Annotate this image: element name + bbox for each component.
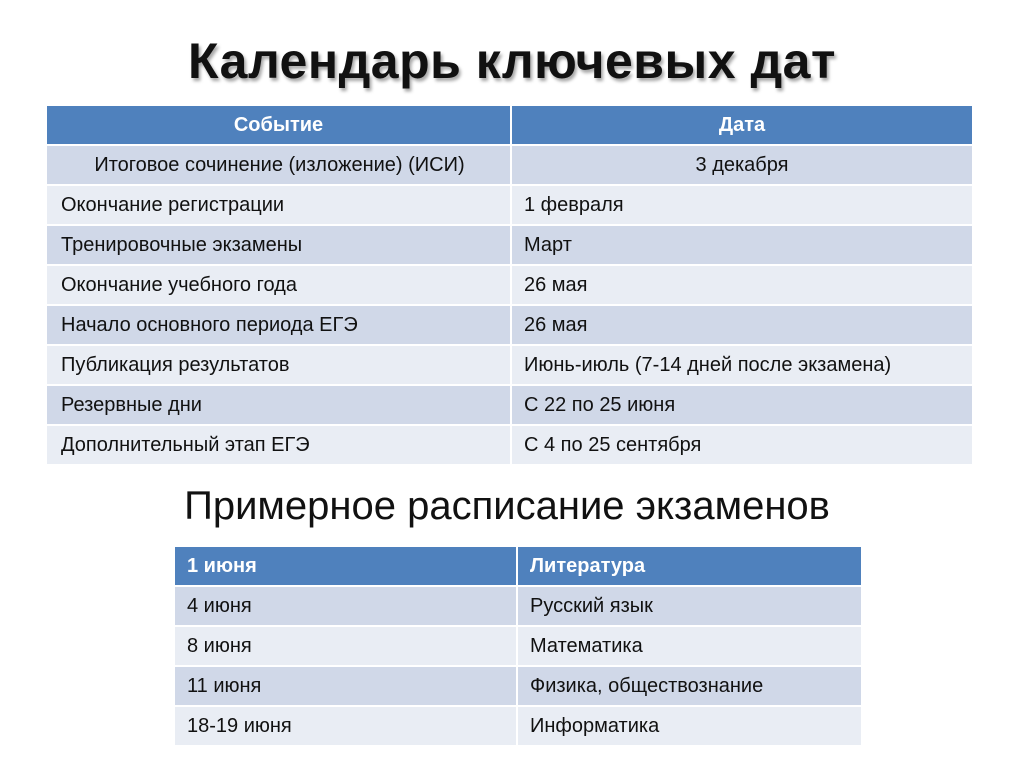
table-row: [46, 225, 973, 265]
table-row: [46, 305, 973, 345]
header-date-cell: 1 июня: [174, 546, 517, 586]
exam-date-cell: 4 июня: [174, 586, 517, 626]
table-row: [174, 706, 862, 746]
exam-date-cell: 8 июня: [174, 626, 517, 666]
table-row: [174, 666, 862, 706]
event-cell: Окончание учебного года: [46, 265, 511, 305]
event-cell: Итоговое сочинение (изложение) (ИСИ): [46, 145, 511, 185]
table-row: [174, 586, 862, 626]
date-cell: 26 мая: [511, 305, 973, 345]
key-dates-table: [45, 104, 974, 466]
table-row: [46, 145, 973, 185]
date-cell: Июнь-июль (7-14 дней после экзамена): [511, 345, 973, 385]
date-cell: 3 декабря: [511, 145, 973, 185]
exam-date-cell: 11 июня: [174, 666, 517, 706]
exam-subject-cell: Физика, обществознание: [517, 666, 862, 706]
date-cell: С 22 по 25 июня: [511, 385, 973, 425]
exam-subject-cell: Русский язык: [517, 586, 862, 626]
date-cell: С 4 по 25 сентября: [511, 425, 973, 465]
exam-schedule-table: [173, 545, 863, 747]
section-subtitle: Примерное расписание экзаменов: [184, 484, 830, 528]
header-subject-cell: Литература: [517, 546, 862, 586]
table-row: [46, 185, 973, 225]
exam-subject-cell: Информатика: [517, 706, 862, 746]
event-cell: Начало основного периода ЕГЭ: [46, 305, 511, 345]
table-row: [46, 385, 973, 425]
exam-date-cell: 18-19 июня: [174, 706, 517, 746]
table-header-row: [46, 105, 973, 145]
table-row: [46, 425, 973, 465]
event-cell: Резервные дни: [46, 385, 511, 425]
event-cell: Тренировочные экзамены: [46, 225, 511, 265]
date-cell: 1 февраля: [511, 185, 973, 225]
exam-subject-cell: Математика: [517, 626, 862, 666]
table-row: [174, 626, 862, 666]
column-header-event: Событие: [46, 105, 511, 145]
table-row: [46, 265, 973, 305]
event-cell: Публикация результатов: [46, 345, 511, 385]
date-cell: 26 мая: [511, 265, 973, 305]
slide-title: Календарь ключевых дат: [188, 33, 836, 89]
event-cell: Дополнительный этап ЕГЭ: [46, 425, 511, 465]
event-cell: Окончание регистрации: [46, 185, 511, 225]
date-cell: Март: [511, 225, 973, 265]
column-header-date: Дата: [511, 105, 973, 145]
table-row: [46, 345, 973, 385]
table-header-row: [174, 546, 862, 586]
